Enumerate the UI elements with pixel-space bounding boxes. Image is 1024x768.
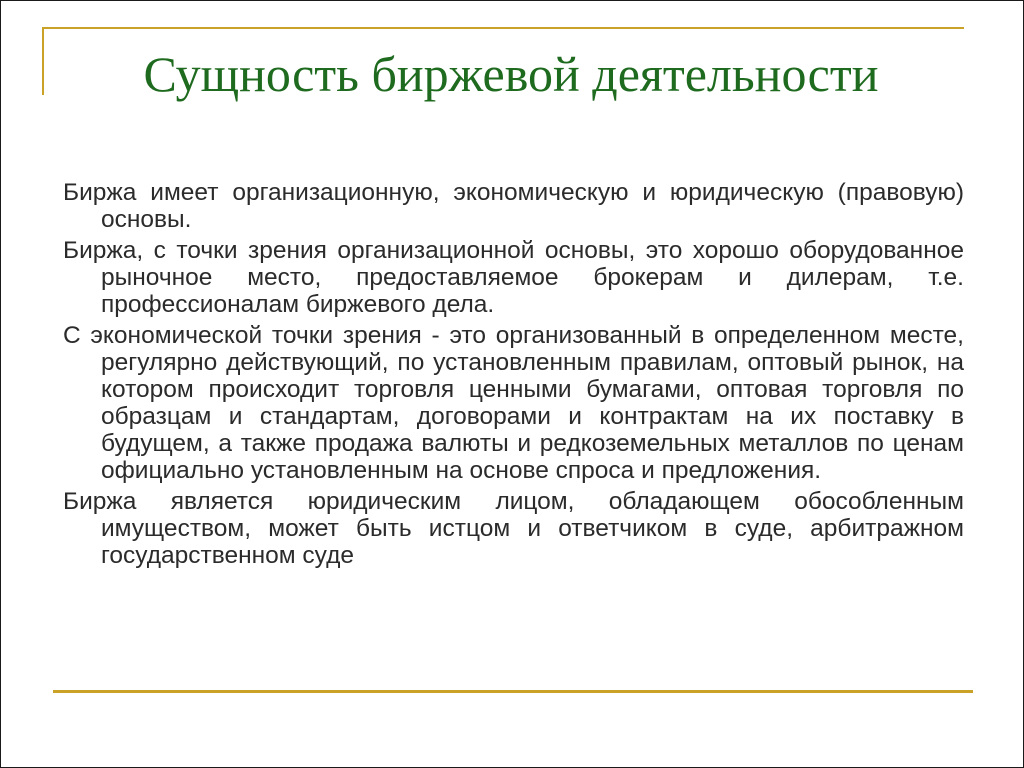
paragraph-organizational: Биржа, с точки зрения организационной основы, это хорошо оборудованное рыночное место, предоставляемое брокерам и дилерам, т.е. профессионалам биржевого дела. — [63, 237, 964, 318]
accent-rule-vertical — [42, 27, 44, 95]
accent-rule-bottom — [53, 690, 973, 693]
paragraph-bases: Биржа имеет организационную, экономическую и юридическую (правовую) основы. — [63, 179, 964, 233]
paragraph-legal: Биржа является юридическим лицом, обладающем обособленным имуществом, может быть истцом и ответчиком в суде, арбитражном государственном суде — [63, 488, 964, 569]
paragraph-economic: С экономической точки зрения - это организованный в определенном месте, регулярно действующий, по установленным правилам, оптовый рынок, на котором происходит торговля ценными бумагами, оптовая торговля по образцам и стандартам, договорами и контрактам на их поставку в будущем, а также продажа валюты и редкоземельных металлов по ценам официально установленным на основе спроса и предложения. — [63, 322, 964, 484]
slide-title: Сущность биржевой деятельности — [143, 46, 879, 102]
accent-rule-top — [42, 27, 964, 29]
slide-body — [63, 179, 964, 573]
